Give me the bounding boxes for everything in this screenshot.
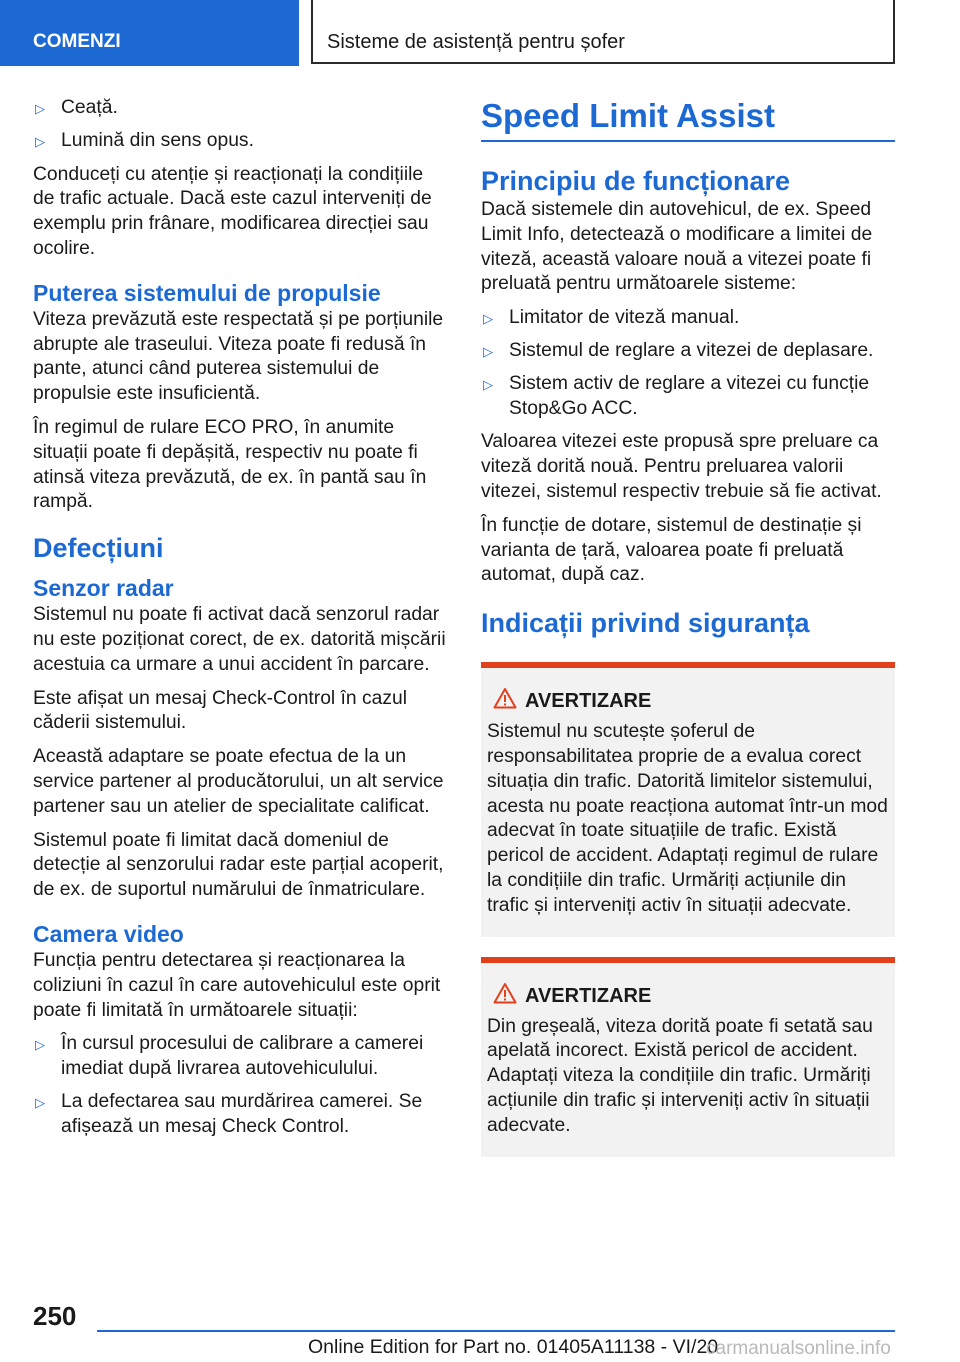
list-item: ▷ Limitator de viteză manual.	[481, 306, 895, 331]
warning-text: Sistemul nu scutește șoferul de responsabilitatea proprie de a evalua corect situația din trafic. Datorită limitelor sistemului, acesta nu poate reacționa automat într-un mod adecvat în toate situațiile de trafic. Există pericol de accident. Adaptați regimul de rulare la condițiile din trafic. Urmăriți acțiunile din trafic și interveniți activ în situații adecvate.	[487, 721, 888, 916]
paragraph: Este afișat un mesaj Check-Control în cazul căderii sistemului.	[33, 687, 408, 734]
edition-text: Online Edition for Part no. 01405A11138 - VI/20	[308, 1336, 719, 1358]
triangle-bullet-icon: ▷	[35, 133, 45, 149]
bullet-list-camera	[33, 1032, 448, 1139]
heading-speed-limit-assist: Speed Limit Assist	[481, 97, 776, 134]
paragraph: Dacă sistemele din autovehicul, de ex. Speed Limit Info, detectează o modificare a limitei de viteză, această valoare nouă a vitezei poate fi preluată pentru următoarele sisteme:	[481, 199, 873, 295]
paragraph: Funcția pentru detectarea și reacționarea la coliziuni în cazul în care autovehiculul este oprit poate fi limitată în următoarele situații:	[33, 949, 441, 1021]
chapter-title: Sisteme de asistență pentru șofer	[311, 0, 895, 64]
warning-box	[481, 957, 895, 1157]
heading-camera: Camera video	[33, 920, 184, 947]
list-item: ▷ Sistem activ de reglare a vitezei cu funcție Stop&Go ACC.	[483, 372, 870, 419]
left-column	[33, 96, 448, 1149]
section-tab: COMENZI	[0, 0, 299, 66]
heading-radar: Senzor radar	[33, 575, 174, 602]
paragraph: Viteza prevăzută este respectată și pe porțiunile abrupte ale traseului. Viteza poate fi redusă în pante, atunci când puterea sistemului de propulsie este insuficientă.	[33, 308, 444, 405]
bullet-list-conditions	[33, 96, 448, 154]
paragraph: Valoarea vitezei este propusă spre preluare ca viteză dorită nouă. Pentru preluarea valorii vitezei, sistemul respectiv trebuie să fie activat.	[481, 431, 882, 502]
triangle-bullet-icon: ▷	[35, 1094, 45, 1110]
triangle-bullet-icon: ▷	[483, 311, 493, 327]
paragraph: Sistemul nu poate fi activat dacă senzorul radar nu este poziționat corect, de ex. datorită mișcării acestuia ca urmare a unui accident în parcare.	[33, 604, 446, 675]
list-item: ▷ La defectarea sau murdărirea camerei. Se afișează un mesaj Check Control.	[35, 1090, 423, 1137]
list-item: ▷ Lumină din sens opus.	[33, 129, 448, 154]
heading-defects: Defecțiuni	[33, 533, 164, 564]
list-item: ▷ Sistemul de reglare a vitezei de deplasare.	[481, 339, 895, 364]
paragraph: Această adaptare se poate efectua de la un service partener al producătorului, un alt service partener sau un atelier de specialitate calificat.	[33, 746, 444, 817]
paragraph: Sistemul poate fi limitat dacă domeniul de detecție al senzorului radar este parțial acoperit, de ex. de suportul numărului de înmatriculare.	[33, 829, 444, 901]
heading-safety: Indicații privind siguranța	[481, 608, 810, 639]
warning-title: AVERTIZARE	[487, 688, 889, 714]
paragraph: Conduceți cu atenție și reacționați la condițiile de trafic actuale. Dacă este cazul interveniți de exemplu prin frânare, modificarea direcției sau ocolire.	[33, 163, 432, 259]
list-item: ▷ Ceață.	[33, 96, 448, 121]
bullet-list-systems	[481, 306, 895, 421]
paragraph: În regimul de rulare ECO PRO, în anumite situații poate fi depășită, respectiv nu poate fi atinsă viteza prevăzută, de ex. în pantă sau în rampă.	[33, 416, 427, 513]
footer-divider	[97, 1330, 895, 1332]
triangle-bullet-icon: ▷	[483, 343, 493, 359]
warning-text: Din greșeală, viteza dorită poate fi setată sau apelată incorect. Există pericol de accident. Adaptați viteza la condițiile din trafic. Urmăriți acțiunile din trafic și interveniți activ în situații adecvate.	[487, 1015, 873, 1136]
warning-title: AVERTIZARE	[487, 983, 889, 1009]
warning-box	[481, 662, 895, 936]
triangle-bullet-icon: ▷	[35, 1037, 45, 1053]
triangle-bullet-icon: ▷	[483, 376, 493, 392]
heading-principle: Principiu de funcționare	[481, 166, 791, 196]
page-number: 250	[33, 1301, 77, 1331]
list-item: ▷ În cursul procesului de calibrare a camerei imediat după livrarea autovehiculului.	[35, 1033, 424, 1080]
heading-propulsion: Puterea sistemului de propulsie	[33, 279, 381, 306]
watermark: carmanualsonline.info	[706, 1338, 891, 1359]
heading-divider	[481, 140, 895, 142]
warning-triangle-icon	[493, 982, 517, 1011]
right-column	[481, 96, 895, 1177]
paragraph: În funcție de dotare, sistemul de destinație și varianta de țară, valoarea poate fi preluată automat, după caz.	[481, 514, 862, 586]
page-header	[0, 0, 960, 66]
triangle-bullet-icon: ▷	[35, 101, 45, 116]
warning-triangle-icon	[493, 687, 517, 716]
